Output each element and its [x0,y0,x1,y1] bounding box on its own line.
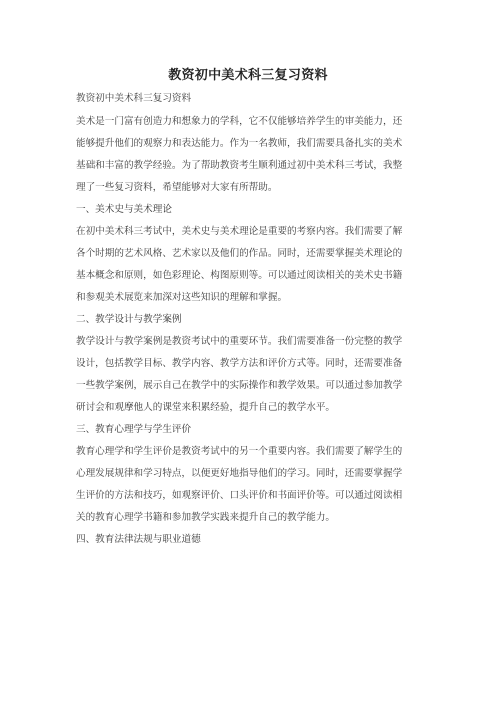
intro-line: 理了一些复习资料，希望能够对大家有所帮助。 [76,182,278,193]
section-heading-3: 三、教育心理学与学生评价 [76,424,192,435]
section-1-line: 和参观美术展览来加深对这些知识的理解和掌握。 [76,292,288,303]
document-subtitle: 教资初中美术科三复习资料 [76,93,192,104]
document-title: 教资初中美术科三复习资料 [168,68,328,83]
section-3-line: 教育心理学和学生评价是教资考试中的另一个重要内容。我们需要了解学生的 [76,446,403,457]
section-1-line: 各个时期的艺术风格、艺术家以及他们的作品。同时，还需要掌握美术理论的 [76,248,403,259]
section-1-line: 在初中美术科三考试中，美术史与美术理论是重要的考察内容。我们需要了解 [76,226,403,237]
section-2-line: 教学设计与教学案例是教资考试中的重要环节。我们需要准备一份完整的教学 [76,336,403,347]
section-2-line: 一些教学案例，展示自己在教学中的实际操作和教学效果。可以通过参加教学 [76,380,403,391]
intro-line: 基础和丰富的教学经验。为了帮助教资考生顺利通过初中美术科三考试，我整 [76,160,403,171]
section-2-line: 研讨会和观摩他人的课堂来积累经验，提升自己的教学水平。 [76,402,336,413]
section-3-line: 关的教育心理学书籍和参加教学实践来提升自己的教学能力。 [76,512,336,523]
section-heading-2: 二、教学设计与教学案例 [76,314,182,325]
section-3-line: 生评价的方法和技巧，如观察评价、口头评价和书面评价等。可以通过阅读相 [76,490,403,501]
section-2-line: 设计，包括教学目标、教学内容、教学方法和评价方式等。同时，还需要准备 [76,358,403,369]
section-1-line: 基本概念和原则，如色彩理论、构图原则等。可以通过阅读相关的美术史书籍 [76,270,403,281]
intro-line: 能够提升他们的观察力和表达能力。作为一名教师，我们需要具备扎实的美术 [76,138,403,149]
section-3-line: 心理发展规律和学习特点，以便更好地指导他们的学习。同时，还需要掌握学 [76,468,403,479]
section-heading-1: 一、美术史与美术理论 [76,204,172,215]
intro-line: 美术是一门富有创造力和想象力的学科，它不仅能够培养学生的审美能力，还 [76,116,403,127]
section-heading-4: 四、教育法律法规与职业道德 [76,534,201,545]
